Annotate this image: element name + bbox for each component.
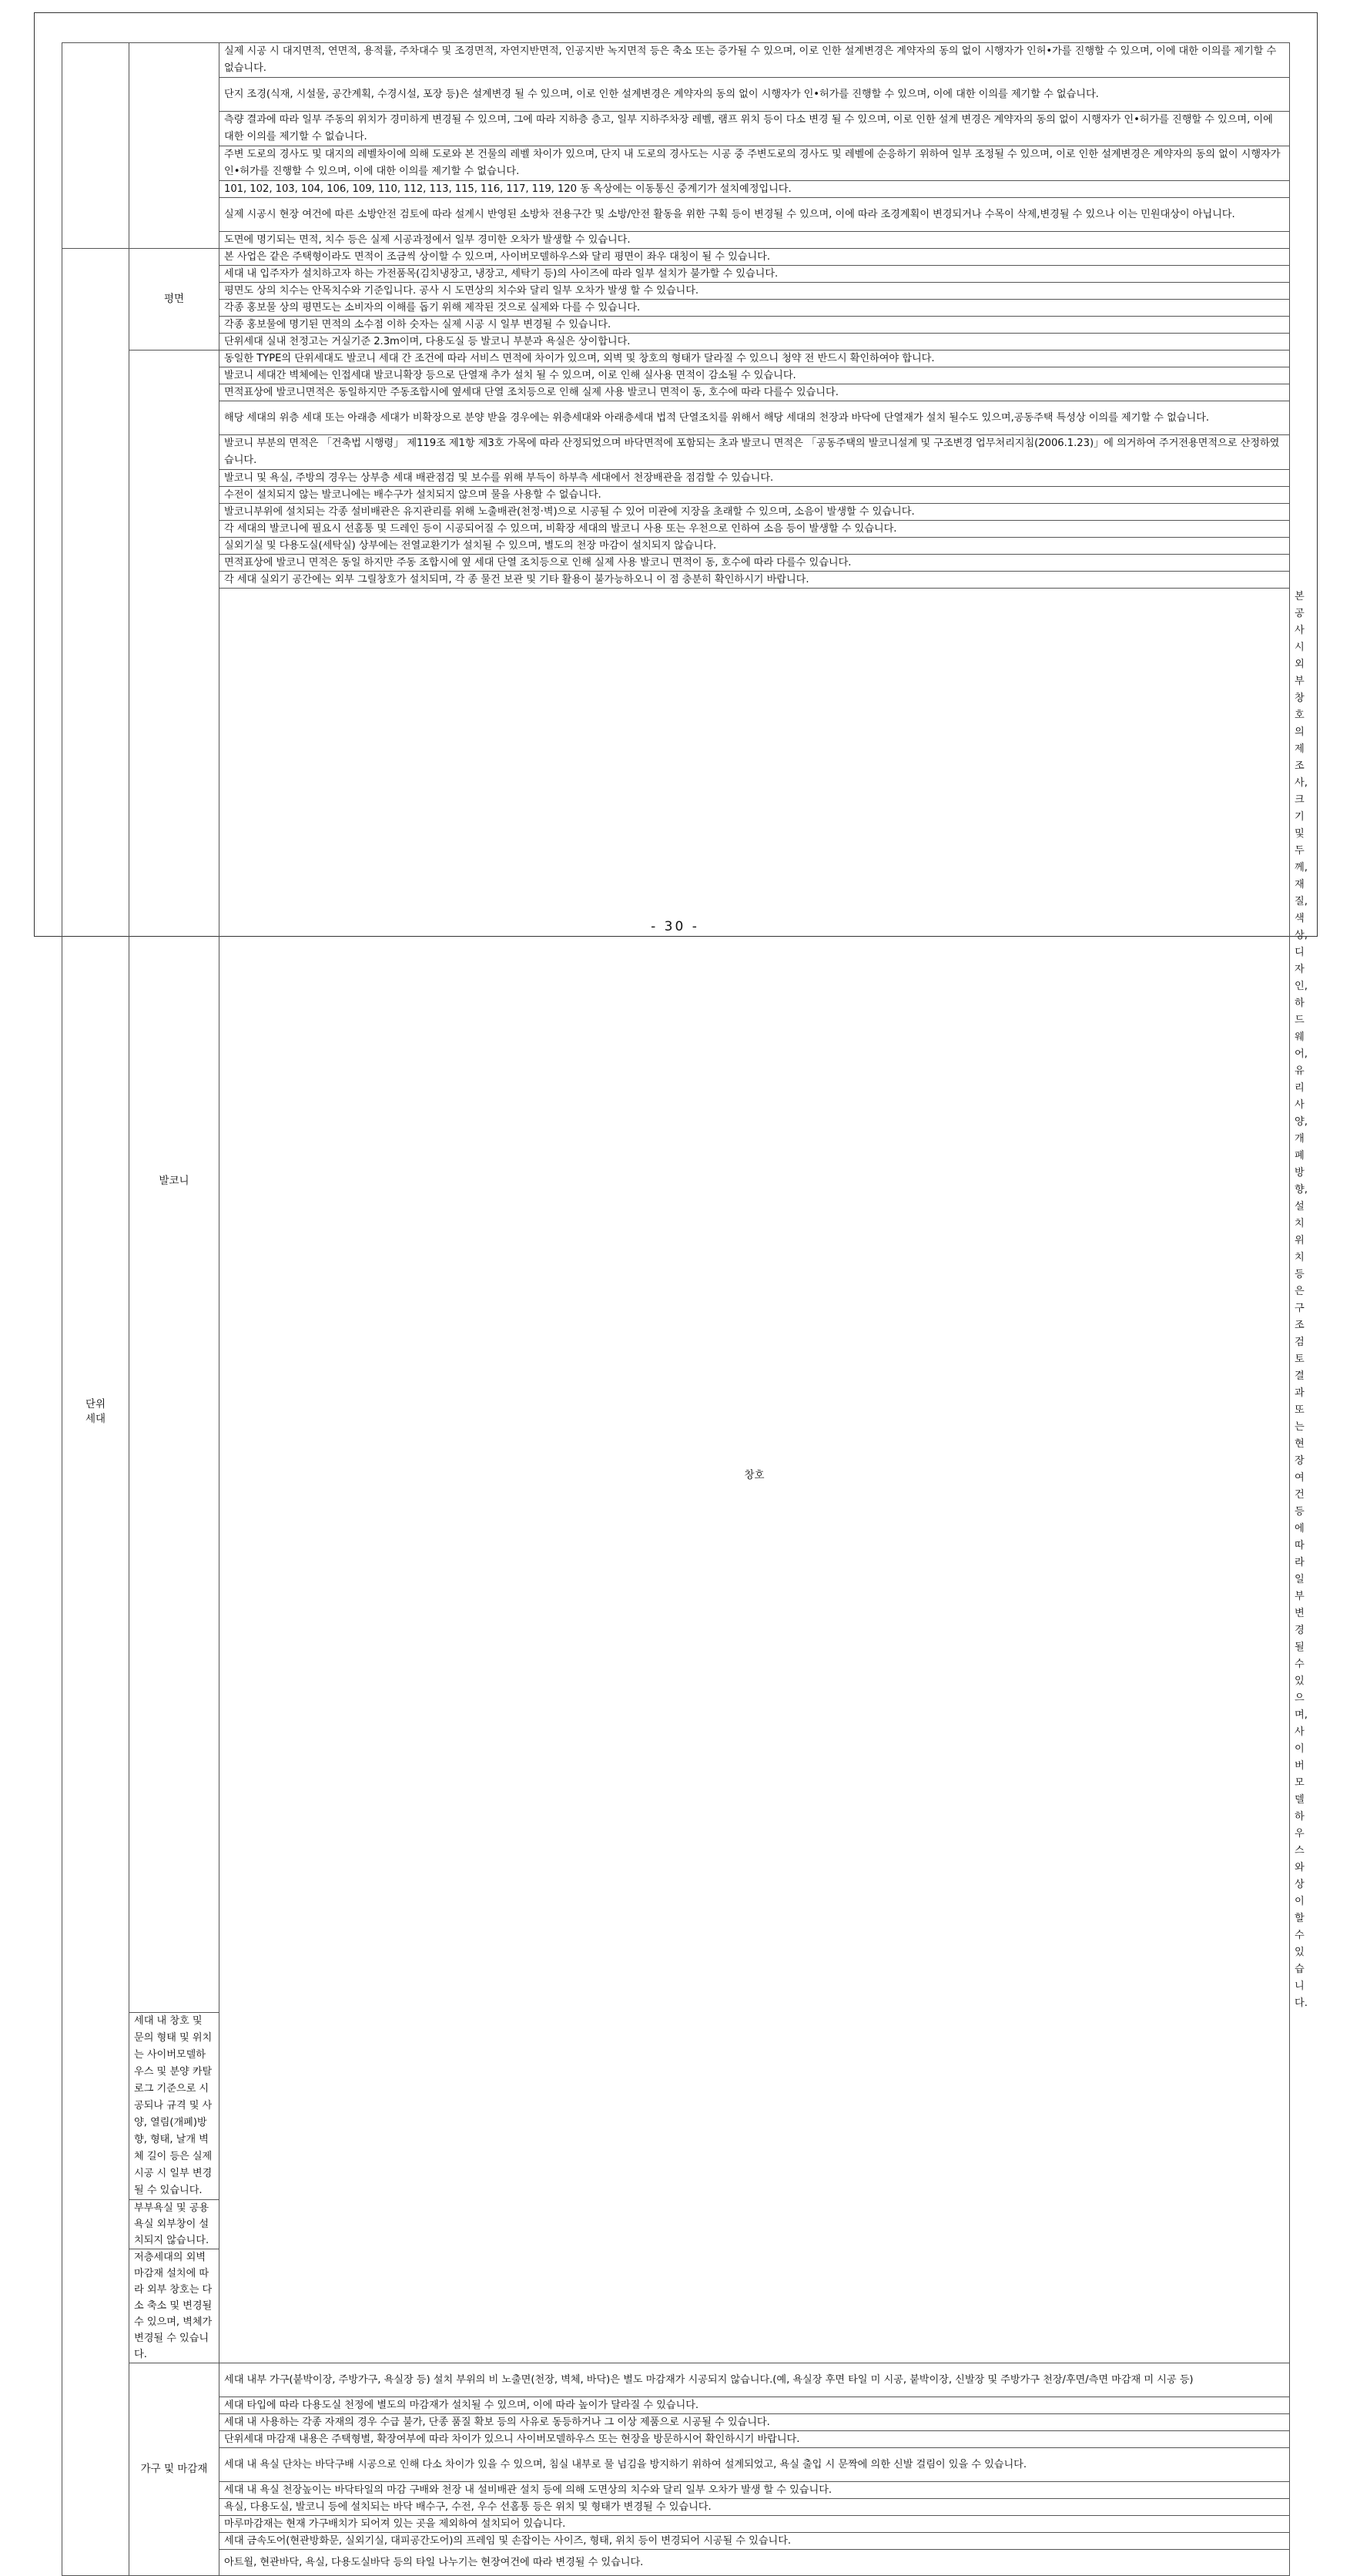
notice-row: 면적표상에 발코니 면적은 동일 하지만 주동 조합시에 옆 세대 단열 조치등으로 인해 실제 사용 발코니 면적이 동, 호수에 따라 다를수 있습니다. — [219, 555, 1290, 572]
subcategory-label-floorplan: 평면 — [163, 293, 185, 305]
notice-row: 단지 조경(식재, 시설물, 공간계획, 수경시설, 포장 등)은 설계변경 될 수 있으며, 이로 인한 설계변경은 계약자의 동의 없이 시행자가 인•허가를 진행할 수 있으며, 이에 대한 이의를 제기할 수 없습니다. — [219, 78, 1290, 112]
notice-row: 발코니 세대간 벽체에는 인접세대 발코니확장 등으로 단열재 추가 설치 될 수 있으며, 이로 인해 실사용 면적이 감소될 수 있습니다. — [219, 367, 1290, 384]
notice-row: 각종 홍보물 상의 평면도는 소비자의 이해를 돕기 위해 제작된 것으로 실제와 다를 수 있습니다. — [219, 300, 1290, 317]
subcategory-cell-floorplan — [129, 249, 219, 351]
notice-row: 세대 내 욕실 천장높이는 바닥타일의 마감 구배와 천장 내 설비배관 설치 등에 의해 도면상의 치수와 달리 일부 오차가 발생 할 수 있습니다. — [219, 2482, 1290, 2499]
notice-row: 세대 내 창호 및 문의 형태 및 위치는 사이버모델하우스 및 분양 카탈로그 기준으로 시공되나 규격 및 사양, 열림(개폐)방향, 형태, 날개 벽체 길이 등은 실제 시공 시 일부 변경될 수 있습니다. — [129, 2013, 219, 2200]
notice-row: 세대 내 사용하는 각종 자재의 경우 수급 불가, 단종 품질 확보 등의 사유로 동등하거나 그 이상 제품으로 시공될 수 있습니다. — [219, 2414, 1290, 2431]
notice-row: 저층세대의 외벽 마감재 설치에 따라 외부 창호는 다소 축소 및 변경될 수 있으며, 벽체가 변경될 수 있습니다. — [129, 2249, 219, 2363]
notice-row: 동일한 TYPE의 단위세대도 발코니 세대 간 조건에 따라 서비스 면적에 차이가 있으며, 외벽 및 창호의 형태가 달라질 수 있으니 청약 전 반드시 확인하여야 합니다. — [219, 351, 1290, 367]
notice-row: 실제 시공시 현장 여건에 따른 소방안전 검토에 따라 설계시 반영된 소방차 전용구간 및 소방/안전 활동을 위한 구획 등이 변경될 수 있으며, 이에 따라 조경계획이 변경되거나 수목이 삭제,변경될 수 있으나 이는 민원대상이 아닙니다. — [219, 198, 1290, 232]
notice-row: 면적표상에 발코니면적은 동일하지만 주동조합시에 옆세대 단열 조치등으로 인해 실제 사용 발코니 면적이 동, 호수에 따라 다를수 있습니다. — [219, 384, 1290, 401]
notice-row: 세대 내 입주자가 설치하고자 하는 가전품목(김치냉장고, 냉장고, 세탁기 등)의 사이즈에 따라 일부 설치가 불가할 수 있습니다. — [219, 266, 1290, 283]
subcategory-label-balcony: 발코니 — [159, 1175, 189, 1187]
notice-row: 평면도 상의 치수는 안목치수와 기준입니다. 공사 시 도면상의 치수와 달리 일부 오차가 발생 할 수 있습니다. — [219, 283, 1290, 300]
notice-row: 세대 내 욕실 단차는 바닥구배 시공으로 인해 다소 차이가 있을 수 있으며, 침실 내부로 물 넘김을 방지하기 위하여 설계되었고, 욕실 출입 시 문짝에 의한 신발 걸림이 있을 수 있습니다. — [219, 2448, 1290, 2482]
category-cell-site — [62, 43, 129, 249]
subcategory-label-windows: 창호 — [744, 1469, 765, 1481]
notice-row: 해당 세대의 위층 세대 또는 아래층 세대가 비확장으로 분양 받을 경우에는 위층세대와 아래층세대 법적 단열조치를 위해서 해당 세대의 천장과 바닥에 단열재가 설치 될수도 있으며,공동주택 특성상 이의를 제기할 수 없습니다. — [219, 401, 1290, 435]
notice-row: 발코니부위에 설치되는 각종 설비배관은 유지관리를 위해 노출배관(천정·벽)으로 시공될 수 있어 미관에 지장을 초래할 수 있으며, 소음이 발생할 수 있습니다. — [219, 504, 1290, 521]
notice-row: 101, 102, 103, 104, 106, 109, 110, 112, 113, 115, 116, 117, 119, 120 동 옥상에는 이동통신 중계기가 설치예정입니다. — [219, 181, 1290, 198]
notice-row: 세대 금속도어(현관방화문, 실외기실, 대피공간도어)의 프레임 및 손잡이는 사이즈, 형태, 위치 등이 변경되어 시공될 수 있습니다. — [219, 2533, 1290, 2550]
notice-row: 본 사업은 같은 주택형이라도 면적이 조금씩 상이할 수 있으며, 사이버모델하우스와 달리 평면이 좌우 대칭이 될 수 있습니다. — [219, 249, 1290, 266]
category-cell-unit — [62, 249, 129, 2576]
notice-row: 발코니 부분의 면적은 「건축법 시행령」 제119조 제1항 제3호 가목에 따라 산정되었으며 바닥면적에 포함되는 초과 발코니 면적은 「공동주택의 발코니설계 및 구조변경 업무처리지침(2006.1.23)」에 의거하여 주거전용면적으로 산정하였습니다. — [219, 435, 1290, 470]
notice-row: 실제 시공 시 대지면적, 연면적, 용적률, 주차대수 및 조경면적, 자연지반면적, 인공지반 녹지면적 등은 축소 또는 증가될 수 있으며, 이로 인한 설계변경은 계약자의 동의 없이 시행자가 인허•가를 진행할 수 있으며, 이에 대한 이의를 제기할 수 없습니다. — [219, 43, 1290, 78]
subcategory-cell-windows — [219, 589, 1290, 2363]
subcategory-cell-balcony — [129, 351, 219, 2013]
page-number: - 30 - — [651, 919, 699, 934]
notice-row: 부부욕실 및 공용욕실 외부창이 설치되지 않습니다. — [129, 2200, 219, 2249]
notice-row: 단위세대 마감재 내용은 주택형별, 확장여부에 따라 차이가 있으니 사이버모델하우스 또는 현장을 방문하시어 확인하시기 바랍니다. — [219, 2431, 1290, 2448]
notice-row: 각 세대의 발코니에 필요시 선홈통 및 드레인 등이 시공되어질 수 있으며, 비확장 세대의 발코니 사용 또는 우천으로 인하여 소음 등이 발생할 수 있습니다. — [219, 521, 1290, 538]
notice-row: 세대 내부 가구(붙박이장, 주방가구, 욕실장 등) 설치 부위의 비 노출면(천장, 벽체, 바닥)은 별도 마감재가 시공되지 않습니다.(예, 욕실장 후면 타일 미 시공, 붙박이장, 신발장 및 주방가구 천장/후면/측면 마감재 미 시공 등) — [219, 2363, 1290, 2397]
notice-row: 수전이 설치되지 않는 발코니에는 배수구가 설치되지 않으며 물을 사용할 수 없습니다. — [219, 487, 1290, 504]
subcategory-cell-furniture — [129, 2363, 219, 2576]
notice-row: 측량 결과에 따라 일부 주동의 위치가 경미하게 변경될 수 있으며, 그에 따라 지하층 층고, 일부 지하주차장 레벨, 램프 위치 등이 다소 변경 될 수 있으며, 이로 인한 설계 변경은 계약자의 동의 없이 시행자가 인•허가를 진행할 수 있으며, 이에 대한 이의를 제기할 수 없습니다. — [219, 112, 1290, 146]
notice-table: 실제 시공 시 대지면적, 연면적, 용적률, 주차대수 및 조경면적, 자연지반면적, 인공지반 녹지면적 등은 축소 또는 증가될 수 있으며, 이로 인한 설계변경은 계약자의 동의 없이 시행자가 인허•가를 진행할 수 있으며, 이에 대한 이의를 제기할 수 없습니다. 단지 조경(식재, 시설물, 공간계획, 수경시설, 포장 등)은 설계변경 될 수 있으며, 이로 인한 설계변경은 계약자의 동의 없이 시행자가 인•허가를 진행할 수 있으며, 이에 대한 이의를 제기할 수 없습니다. 측량 결과에 따라 일부 주동의 위치가 경미하게 변경될 수 있으며, 그에 따라 지하층 층고, 일부 지하주차장 레벨, 램프 위치 등이 다소 변경 될 수 있으며, 이로 인한 설계 변경은 계약자의 동의 없이 시행자가 인•허가를 진행할 수 있으며, 이에 대한 이의를 제기할 수 없습니다. 주변 도로의 경사도 및 대지의 레벨차이에 의해 도로와 본 건물의 레벨 차이가 있으며, 단지 내 도로의 경사도는 시공 중 주변도로의 경사도 및 레벨에 순응하기 위하여 일부 조정될 수 있으며, 이로 인한 설계변경은 계약자의 동의 없이 시행자가 인•허가를 진행할 수 있으며, 이에 대한 이의를 제기할 수 없습니다. 101, 102, 103, 104, 106, 109, 110, 112, 113, 115, 116, 117, 119, 120 동 옥상에는 이동통신 중계기가 설치예정입니다. 실제 시공시 현장 여건에 따른 소방안전 검토에 따라 설계시 반영된 소방차 전용구간 및 소방/안전 활동을 위한 구획 등이 변경될 수 있으며, 이에 따라 조경계획이 변경되거나 수목이 삭제,변경될 수 있으나 이는 민원대상이 아닙니다. 도면에 명기되는 면적, 치수 등은 실제 시공과정에서 일부 경미한 오차가 발생할 수 있습니다. 단위 세대 평면 본 사업은 같은 주택형이라도 면적이 조금씩 상이할 수 있으며, 사이버모델하우스와 달리 평면이 좌우 대칭이 될 수 있습니다. 세대 내 입주자가 설치하고자 하는 가전품목(김치냉장고, 냉장고, 세탁기 등)의 사이즈에 따라 일부 설치가 불가할 수 있습니다. 평면도 상의 치수는 안목치수와 기준입니다. 공사 시 도면상의 치수와 달리 일부 오차가 발생 할 수 있습니다. 각종 홍보물 상의 평면도는 소비자의 이해를 돕기 위해 제작된 것으로 실제와 다를 수 있습니다. 각종 홍보물에 명기된 면적의 소수점 이하 숫자는 실제 시공 시 일부 변경될 수 있습니다. 단위세대 실내 천정고는 거실기준 2.3m이며, 다용도실 등 발코니 부분과 욕실은 상이합니다. 발코니 동일한 TYPE의 단위세대도 발코니 세대 간 조건에 따라 서비스 면적에 차이가 있으며, 외벽 및 창호의 형태가 달라질 수 있으니 청약 전 반드시 확인하여야 합니다. 발코니 세대간 벽체에는 인접세대 발코니확장 등으로 단열재 추가 설치 될 수 있으며, 이로 인해 실사용 면적이 감소될 수 있습니다. 면적표상에 발코니면적은 동일하지만 주동조합시에 옆세대 단열 조치등으로 인해 실제 사용 발코니 면적이 동, 호수에 따라 다를수 있습니다. 해당 세대의 위층 세대 또는 아래층 세대가 비확장으로 분양 받을 경우에는 위층세대와 아래층세대 법적 단열조치를 위해서 해당 세대의 천장과 바닥에 단열재가 설치 될수도 있으며,공동주택 특성상 이의를 제기할 수 없습니다. 발코니 부분의 면적은 「건축법 시행령」 제119조 제1항 제3호 가목에 따라 산정되었으며 바닥면적에 포함되는 초과 발코니 면적은 「공동주택의 발코니설계 및 구조변경 업무처리지침(2006.1.23)」에 의거하여 주거전용면적으로 산정하였습니다. 발코니 및 욕실, 주방의 경우는 상부층 세대 배관점검 및 보수를 위해 부득이 하부측 세대에서 천장배관을 점검할 수 있습니다. 수전이 설치되지 않는 발코니에는 배수구가 설치되지 않으며 물을 사용할 수 없습니다. 발코니부위에 설치되는 각종 설비배관은 유지관리를 위해 노출배관(천정·벽)으로 시공될 수 있어 미관에 지장을 초래할 수 있으며, 소음이 발생할 수 있습니다. 각 세대의 발코니에 필요시 선홈통 및 드레인 등이 시공되어질 수 있으며, 비확장 세대의 발코니 사용 또는 우천으로 인하여 소음 등이 발생할 수 있습니다. 실외기실 및 다용도실(세탁실) 상부에는 전열교환기가 설치될 수 있으며, 별도의 천장 마감이 설치되지 않습니다. 면적표상에 발코니 면적은 동일 하지만 주동 조합시에 옆 세대 단열 조치등으로 인해 실제 사용 발코니 면적이 동, 호수에 따라 다를수 있습니다. 각 세대 실외기 공간에는 외부 그릴창호가 설치되며, 각 종 물건 보관 및 기타 활용이 불가능하오니 이 점 충분히 확인하시기 바랍니다. 창호 본 공사 시 외부창호의 제조사, 크기 및 두께, 재질, 색상, 디자인, 하드웨어, 유리사양, 개폐방향, 설치위치 등은 구조 검토 결과 또는 현장 여건 등에 따라 일부 변경될 수 있으며, 사이버모델하우스와 상이할 수 있습니다. 세대 내 창호 및 문의 형태 및 위치는 사이버모델하우스 및 분양 카탈로그 기준으로 시공되나 규격 및 사양, 열림(개폐)방향, 형태, 날개 벽체 길이 등은 실제 시공 시 일부 변경될 수 있습니다. 부부욕실 및 공용욕실 외부창이 설치되지 않습니다. 저층세대의 외벽 마감재 설치에 따라 외부 창호는 다소 축소 및 변경될 수 있으며, 벽체가 변경될 수 있습니다. 가구 및 마감재 세대 내부 가구(붙박이장, 주방가구, 욕실장 등) 설치 부위의 비 노출면(천장, 벽체, 바닥)은 별도 마감재가 시공되지 않습니다.(예, 욕실장 후면 타일 미 시공, 붙박이장, 신발장 및 주방가구 천장/후면/측면 마감재 미 시공 등) 세대 타입에 따라 다용도실 천정에 별도의 마감재가 설치될 수 있으며, 이에 따라 높이가 달라질 수 있습니다. 세대 내 사용하는 각종 자재의 경우 수급 불가, 단종 품질 확보 등의 사유로 동등하거나 그 이상 제품으로 시공될 수 있습니다. 단위세대 마감재 내용은 주택형별, 확장여부에 따라 차이가 있으니 사이버모델하우스 또는 현장을 방문하시어 확인하시기 바랍니다. 세대 내 욕실 단차는 바닥구배 시공으로 인해 다소 차이가 있을 수 있으며, 침실 내부로 물 넘김을 방지하기 위하여 설계되었고, 욕실 출입 시 문짝에 의한 신발 걸림이 있을 수 있습니다. 세대 내 욕실 천장높이는 바닥타일의 마감 구배와 천장 내 설비배관 설치 등에 의해 도면상의 치수와 달리 일부 오차가 발생 할 수 있습니다. 욕실, 다용도실, 발코니 등에 설치되는 바닥 배수구, 수전, 우수 선홈통 등은 위치 및 형태가 변경될 수 있습니다. 마루마감재는 현재 가구배치가 되어져 있는 곳을 제외하여 설치되어 있습니다. 세대 금속도어(현관방화문, 실외기실, 대피공간도어)의 프레임 및 손잡이는 사이즈, 형태, 위치 등이 변경되어 시공될 수 있습니다. 아트월, 현관바닥, 욕실, 다용도실바닥 등의 타일 나누기는 현장여건에 따라 변경될 수 있습니다. — [62, 42, 1290, 2576]
subcategory-label-furniture: 가구 및 마감재 — [140, 2463, 208, 2475]
notice-row: 각종 홍보물에 명기된 면적의 소수점 이하 숫자는 실제 시공 시 일부 변경될 수 있습니다. — [219, 317, 1290, 334]
notice-row: 발코니 및 욕실, 주방의 경우는 상부층 세대 배관점검 및 보수를 위해 부득이 하부측 세대에서 천장배관을 점검할 수 있습니다. — [219, 470, 1290, 487]
notice-row: 욕실, 다용도실, 발코니 등에 설치되는 바닥 배수구, 수전, 우수 선홈통 등은 위치 및 형태가 변경될 수 있습니다. — [219, 2499, 1290, 2516]
notice-row: 세대 타입에 따라 다용도실 천정에 별도의 마감재가 설치될 수 있으며, 이에 따라 높이가 달라질 수 있습니다. — [219, 2397, 1290, 2414]
notice-row: 도면에 명기되는 면적, 치수 등은 실제 시공과정에서 일부 경미한 오차가 발생할 수 있습니다. — [219, 232, 1290, 249]
notice-row: 주변 도로의 경사도 및 대지의 레벨차이에 의해 도로와 본 건물의 레벨 차이가 있으며, 단지 내 도로의 경사도는 시공 중 주변도로의 경사도 및 레벨에 순응하기 위하여 일부 조정될 수 있으며, 이로 인한 설계변경은 계약자의 동의 없이 시행자가 인•허가를 진행할 수 있으며, 이에 대한 이의를 제기할 수 없습니다. — [219, 146, 1290, 181]
notice-row: 아트월, 현관바닥, 욕실, 다용도실바닥 등의 타일 나누기는 현장여건에 따라 변경될 수 있습니다. — [219, 2550, 1290, 2576]
notice-row: 실외기실 및 다용도실(세탁실) 상부에는 전열교환기가 설치될 수 있으며, 별도의 천장 마감이 설치되지 않습니다. — [219, 538, 1290, 555]
notice-row: 단위세대 실내 천정고는 거실기준 2.3m이며, 다용도실 등 발코니 부분과 욕실은 상이합니다. — [219, 334, 1290, 351]
notice-row: 각 세대 실외기 공간에는 외부 그릴창호가 설치되며, 각 종 물건 보관 및 기타 활용이 불가능하오니 이 점 충분히 확인하시기 바랍니다. — [219, 572, 1290, 589]
subcategory-cell-site — [129, 43, 219, 249]
category-label-unit: 단위 세대 — [85, 1398, 106, 1425]
notice-row: 마루마감재는 현재 가구배치가 되어져 있는 곳을 제외하여 설치되어 있습니다. — [219, 2516, 1290, 2533]
